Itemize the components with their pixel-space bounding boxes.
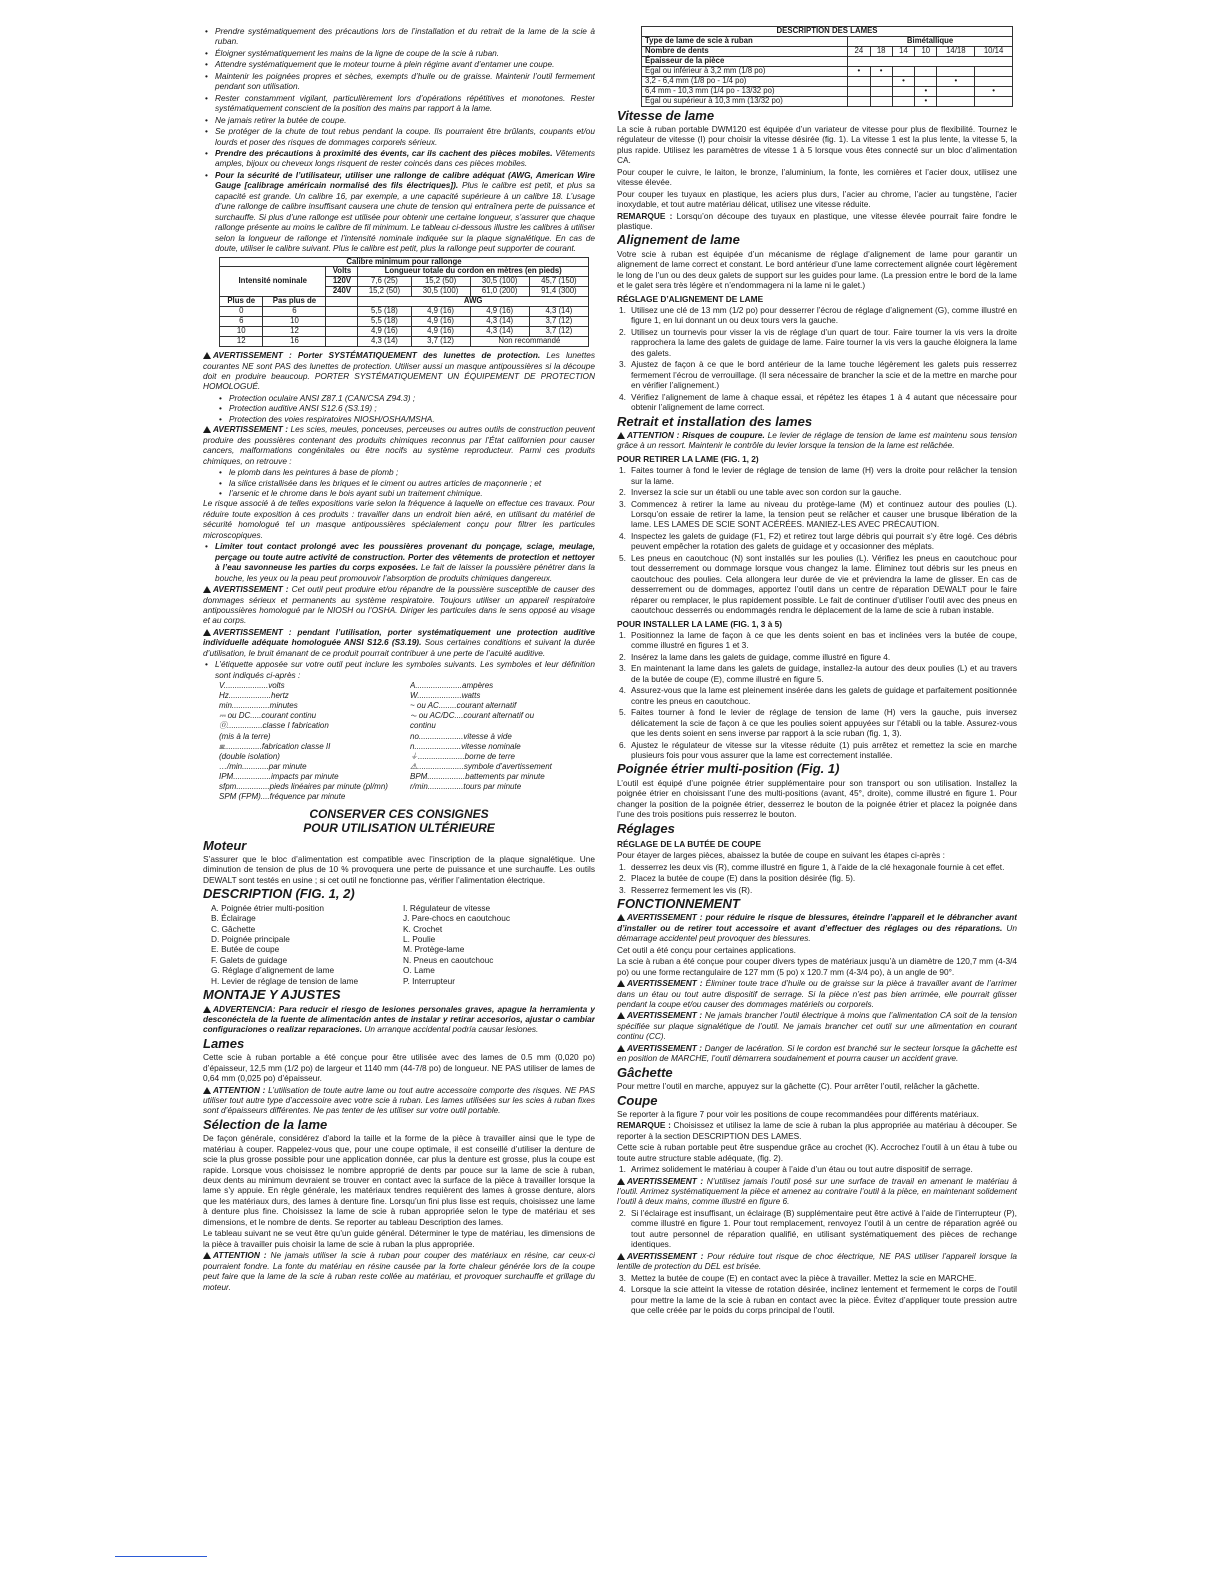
bullet-item: • Éloigner systématiquement les mains de la ligne de coupe de la scie à ruban.: [215, 48, 595, 58]
coupe-warning-1: AVERTISSEMENT : N’utilisez jamais l’outil posé sur une surface de travail en amenant le matériau à l’outil. Arrimez systématiquement la pièce et amenez au contraire l’outil à la pièce, en maintenant solidement l’outil à deux mains, comme illustré en figure 6.: [617, 1175, 1017, 1207]
list-item: 6. Ajustez le régulateur de vitesse sur la vitesse réduite (1) puis arrêtez et remettez la scie en marche plusieurs fois pour vous assurer que la lame est correctement installée.: [619, 739, 1017, 760]
blade-mark: •: [870, 66, 892, 76]
description-item: P. Interrupteur: [403, 975, 455, 986]
cord-cell: 4,9 (16): [358, 327, 411, 337]
symbol-entry: ~ ou AC........courant alternatif: [410, 701, 517, 711]
dust-bullets: [203, 541, 595, 583]
cord-cell: 16: [263, 337, 326, 347]
keep-instructions-title: CONSERVER CES CONSIGNES POUR UTILISATION ULTÉRIEURE: [303, 807, 495, 835]
cord-cell: 15,2 (50): [358, 287, 411, 297]
blade-type-value: Bimétallique: [848, 36, 1013, 46]
alignement-subheading: RÉGLAGE D’ALIGNEMENT DE LAME: [617, 293, 764, 304]
list-item: 4. Inspectez les galets de guidage (F1, F2) et retirez tout large débris qui pourrait s’y être logé. Ces débris peuvent empêcher la rotation des galets de guidage et y occasionner des méplats.: [619, 530, 1017, 552]
symbol-entry: sfpm...............pieds linéaires par minute (pl/mn): [219, 781, 388, 791]
blade-row-label: 3,2 - 6,4 mm (1/8 po - 1/4 po): [642, 76, 848, 86]
blade-mark: [937, 86, 975, 96]
lames-heading: Lames: [203, 1035, 245, 1051]
description-item: K. Crochet: [403, 923, 443, 934]
warning-icon: [617, 914, 625, 921]
warning-icon: [617, 1012, 625, 1019]
coupe-p2: Cette scie à ruban portable peut être suspendue grâce au crochet (K). Accrochez l’outil à un étau à tube ou toute autre structure stable adéquate, (fig. 2).: [617, 1142, 1017, 1163]
cord-cell: 45,7 (150): [529, 277, 588, 287]
fonctionnement-heading: FONCTIONNEMENT: [617, 896, 740, 912]
cord-cell: 4,3 (14): [470, 317, 529, 327]
blade-mark: •: [915, 96, 937, 106]
montaje-warning: ADVERTENCIA: Para reducir el riesgo de lesiones personales graves, apague la herramienta y desconéctela de la fuente de alimentación antes de instalar y retirar accesorios, ajustar o cambiar configuraciones o realizar reparaciones. Un arranque accidental podría causar lesiones.: [203, 1003, 595, 1035]
list-item: 5. Les pneus en caoutchouc (N) sont installés sur les poulies (L). Vérifiez les pneus en caoutchouc pour tout desserrement ou dommage lorsque vous changez la lame. Éliminez tout débris sur les pneus en caoutchouc des poulies. Cela allongera leur durée de vie et préviendra la lame de glisser. En cas de desserrement ou de dommages, apportez l’outil dans un centre de réparation DEWALT pour le faire réparer ou remplacer, le plus rapidement possible. Le fait de continuer d’utiliser l’outil avec des pneus en caoutchouc desserrés ou endommagés rendra le déplacement de la lame de scie à ruban instable.: [619, 552, 1017, 616]
blade-mark: [870, 86, 892, 96]
cord-cell: 6: [263, 307, 326, 317]
list-item: 1. Arrimez solidement le matériau à couper à l’aide d’un étau ou tout autre dispositif de serrage.: [619, 1164, 973, 1175]
cord-cell: 4,3 (14): [529, 307, 588, 317]
risk-paragraph: Le risque associé à de telles expositions varie selon la fréquence à laquelle on effectue ces travaux. Pour réduire toute exposition à ces produits : travailler dans un endroit bien aéré, en utilisant du matériel de sécurité homologué tel un masque antipoussières spécialement conçu pour filtrer les particules microscopiques.: [203, 498, 595, 540]
blade-mark: [937, 96, 975, 106]
coupe-steps-2: [617, 1208, 1017, 1250]
lames-paragraph: Cette scie à ruban portable a été conçue pour être utilisée avec des lames de 0.5 mm (0,020 po) d’épaisseur, 12,5 mm (1/2 po) de largeur et 1140 mm (44-7/8 po) de longueur. NE PAS utiliser de lames de 0,64 mm (0,025 po) d’épaisseur.: [203, 1052, 595, 1084]
symbol-entry: ⏦ ou AC/DC....courant alternatif ou: [410, 711, 535, 721]
description-item: D. Poignée principale: [211, 933, 290, 944]
reglages-subheading: RÉGLAGE DE LA BUTÉE DE COUPE: [617, 838, 761, 849]
warning-eyes: AVERTISSEMENT : Porter SYSTÉMATIQUEMENT des lunettes de protection. Les lunettes courantes NE sont PAS des lunettes de protection. Utiliser aussi un masque antipoussières si la découpe doit en produire beaucoup. PORTER SYSTÉMATIQUEMENT UN ÉQUIPEMENT DE PROTECTION HOMOLOGUÉ.: [203, 350, 595, 392]
cord-cell: 3,7 (12): [411, 337, 470, 347]
warning-icon: [203, 1006, 211, 1013]
list-item: • la silice cristallisée dans les briques et le ciment ou autres articles de maçonnerie ; et: [229, 478, 595, 488]
warning-icon: [203, 1252, 211, 1259]
warning-icon: [203, 1087, 211, 1094]
description-item: I. Régulateur de vitesse: [403, 902, 491, 913]
gachette-paragraph: Pour mettre l’outil en marche, appuyez sur la gâchette (C). Pour arrêter l’outil, relâcher la gâchette.: [617, 1081, 980, 1092]
vitesse-p1: La scie à ruban portable DWM120 est équipée d’un variateur de vitesse pour plus de flexibilité. Tournez le régulateur de vitesse (I) pour choisir la vitesse désirée (fig. 1). La vitesse 1 est la plus lente, la vitesse 5, la plus rapide. Utilisez les paramètres de vitesse 1 à 5 lorsque vous êtes connecté sur un bloc d’alimentation CA.: [617, 123, 1017, 166]
blade-mark: •: [915, 86, 937, 96]
selection-paragraph-1: De façon générale, considérez d’abord la taille et la forme de la pièce à travailler ainsi que le type de matériau à couper. Rappelez-vous que, pour une coupe optimale, il est conseillé d’utiliser la denture de scie la plus grosse possible pour une application donnée, car plus la denture est grosse, plus la coupe est rapide. Lorsque vous choisissez le nombre approprié de dents par pouce sur la lame de scie à ruban, deux dents au minimum devraient se trouver en contact avec la surface de la pièce à travailler lorsque la lame s’y appuie. En règle générale, les matériaux tendres requièrent des lames à grosse denture, alors que les matériaux durs, des lames à denture fine. Lorsqu’un fini plus lisse est requis, choisissez une lame à denture plus fine. Choisissez la lame de scie à ruban appropriée selon le type de matériau et ses dimensions, et le nombre de dents. Se reporter au tableau Description des lames.: [203, 1133, 595, 1227]
chemicals-list: [203, 467, 595, 498]
warning-icon: [617, 1253, 625, 1260]
bullet-item: • Ne jamais retirer la butée de coupe.: [215, 115, 595, 125]
blade-teeth-label: Nombre de dents: [642, 46, 848, 56]
bullet-item: • Se protéger de la chute de tout rebus pendant la coupe. Ils pourraient être brûlants, coupants et/ou lourds et poser des risques de dommages corporels sérieux.: [215, 126, 595, 147]
left-column: [203, 26, 595, 1556]
fonctionnement-p2: La scie à ruban a été conçue pour couper divers types de matériaux jusqu’à un diamètre de 120,7 mm (4-3/4 po) ou une forme rectangulaire de 127 mm (5 po) x 120.7 mm (4-3/4 po), à un angle de 90°.: [617, 956, 1017, 977]
description-item: C. Gâchette: [211, 923, 256, 934]
installer-subheading: POUR INSTALLER LA LAME (FIG. 1, 3 à 5): [617, 618, 783, 629]
vitesse-heading: Vitesse de lame: [617, 107, 715, 123]
symbol-entry: no....................vitesse à vide: [410, 731, 512, 741]
symbol-entry: SPM (FPM)....fréquence par minute: [219, 792, 346, 801]
list-item: 1. Positionnez la lame de façon à ce que les dents soient en bas et inclinées vers la butée de coupe, comme illustré en figures 1 et 3.: [619, 630, 1017, 651]
blade-mark: •: [848, 66, 870, 76]
cord-v120: 120V: [326, 277, 358, 287]
warning-icon: [203, 426, 211, 433]
blade-row-label: Égal ou supérieur à 10,3 mm (13/32 po): [642, 96, 848, 106]
cord-h-pas: Pas plus de: [263, 297, 326, 307]
symbol-entry: ⏚.....................borne de terre: [410, 751, 515, 761]
description-item: J. Pare-chocs en caoutchouc: [403, 913, 510, 924]
protection-list: [203, 393, 595, 424]
blade-mark: [915, 76, 937, 86]
symbol-entry: ⓪................classe I fabrication: [219, 721, 329, 731]
cord-cell: 30,5 (100): [411, 287, 470, 297]
coupe-warning-2: AVERTISSEMENT : Pour réduire tout risque de choc électrique, NE PAS utiliser l’appareil lorsque la lentille de protection du DEL est brisée.: [617, 1250, 1017, 1272]
cord-cell: 4,9 (16): [470, 307, 529, 317]
bullet-item: • Attendre systématiquement que le moteur tourne à plein régime avant d’entamer une coupe.: [215, 59, 595, 69]
blade-teeth: 10: [915, 46, 937, 56]
blade-mark: [915, 66, 937, 76]
warning-icon: [617, 1045, 625, 1052]
list-item: 4. Lorsque la scie atteint la vitesse de rotation désirée, inclinez lentement et fermement le corps de l’outil pour mettre la lame de la scie à ruban en contact avec la pièce. Évitez d’appliquer toute pression autre que celle créée par le poids du corps principal de l’outil.: [619, 1284, 1017, 1315]
fonct-warning-1: AVERTISSEMENT : Éliminer toute trace d’huile ou de graisse sur la pièce à travailler avant de l’arrimer dans un étau ou tout autre dispositif de serrage. Si la pièce n’est pas bien arrimée, elle pourrait glisser pendant la coupe et/ou causer des dommages matériels ou corporels.: [617, 978, 1017, 1010]
list-item: 2. Utilisez un tournevis pour visser la vis de réglage d’un quart de tour. Faire tourner la vis vers la droite rapprochera la lame des galets de guidage de lame. Faire tourner la vis vers la gauche éloignera la lame des galets.: [619, 326, 1017, 358]
cord-h-length: Longueur totale du cordon en mètres (en pieds): [358, 267, 589, 277]
blade-row-label: 6,4 mm - 10,3 mm (1/4 po - 13/32 po): [642, 86, 848, 96]
table-row: [642, 96, 1013, 106]
cord-cell: 12: [220, 337, 263, 347]
blade-teeth: 14/18: [937, 46, 975, 56]
cord-cell: 5,5 (18): [358, 307, 411, 317]
table-row: [220, 327, 589, 337]
bullet-item: • Rester constamment vigilant, particulièrement lors d’opérations répétitives et monotones. Rester systématiquement conscient de la position des mains par rapport à la lame.: [215, 93, 595, 114]
installer-steps: [617, 630, 1017, 760]
retirer-steps: [617, 465, 1017, 615]
blade-teeth: 18: [870, 46, 892, 56]
blade-table: [641, 26, 1013, 107]
cord-cell: 15,2 (50): [411, 277, 470, 287]
symbols-intro: • L’étiquette apposée sur votre outil peut inclure les symboles suivants. Les symboles et leur définition sont indiqués ci-après :: [215, 659, 595, 680]
list-item: 5. Faites tourner à fond le levier de réglage de tension de lame (H) vers la gauche, puis inversez délicatement la scie de façon à ce que les poulies soient appuyées sur l’établi ou la table. Assurez-vous que les dents soient en sens inverse par rapport à la scie ruban (fig. 1, 3).: [619, 707, 1017, 739]
blade-mark: [870, 96, 892, 106]
symbol-entry: min.................minutes: [219, 701, 298, 711]
description-heading: DESCRIPTION (FIG. 1, 2): [203, 886, 355, 902]
list-item: 3. Mettez la butée de coupe (E) en contact avec la pièce à travailler. Mettez la scie en MARCHE.: [619, 1272, 977, 1283]
cord-cell: 10: [220, 327, 263, 337]
blade-mark: •: [892, 76, 914, 86]
warning-icon: [617, 432, 625, 439]
reglages-paragraph: Pour étayer de larges pièces, abaissez la butée de coupe en suivant les étapes ci-après :: [617, 850, 945, 861]
moteur-heading: Moteur: [203, 837, 247, 853]
retrait-caution: ATTENTION : Risques de coupure. Le levier de réglage de tension de lame est maintenu sous tension grâce à un ressort. Maintenir le contrôle du levier lorsque la tension de la lame est relâchée.: [617, 429, 1017, 451]
blade-type-label: Type de lame de scie à ruban: [642, 36, 848, 46]
description-item: O. Lame: [403, 965, 435, 976]
blade-mark: •: [975, 86, 1013, 96]
table-row: [220, 307, 589, 317]
list-item: • Protection des voies respiratoires NIOSH/OSHA/MSHA.: [229, 414, 595, 424]
list-item: 1. Utilisez une clé de 13 mm (1/2 po) pour desserrer l’écrou de réglage d’alignement (G), comme illustré en figure 1, en lui donnant un ou deux tours vers la gauche.: [619, 305, 1017, 326]
blade-mark: [870, 76, 892, 86]
list-item: 3. Commencez à retirer la lame au niveau du protège-lame (M) et continuez autour des poulies (L). Lorsqu’on essaie de retirer la lame, la tension peut se relâcher et causer une brusque libération de la lame. LES LAMES DE SCIE SONT ACÉRÉES. MANIEZ-LES AVEC PRÉCAUTION.: [619, 498, 1017, 530]
list-item: 3. En maintenant la lame dans les galets de guidage, installez-la autour des deux poulies (L) et au travers de la butée de coupe (E), comme illustré en figure 5.: [619, 663, 1017, 684]
fonctionnement-warning: AVERTISSEMENT : pour réduire le risque de blessures, éteindre l’appareil et le débrancher avant d’installer ou de retirer tout accessoire et avant d’effectuer des réglages ou des réparations. Un démarrage accidentel peut provoquer des blessures.: [617, 912, 1017, 944]
cord-table-title: Calibre minimum pour rallonge: [220, 257, 589, 267]
symbol-entry: (double isolation): [219, 751, 280, 761]
blade-mark: [937, 66, 975, 76]
cord-h-awg: AWG: [358, 297, 589, 307]
blade-mark: [975, 66, 1013, 76]
list-item: 3. Ajustez de façon à ce que le bord antérieur de la lame touche légèrement les galets puis resserrez fermement l’écrou de verrouillage. (Il sera nécessaire de brancher la scie et de la mettre en marche pour en vérifier l’alignement.): [619, 359, 1017, 391]
list-item: 3. Resserrez fermement les vis (R).: [619, 884, 753, 895]
coupe-steps-1: [617, 1164, 1017, 1174]
cord-h-volts: Volts: [326, 267, 358, 277]
alignement-steps: [617, 305, 1017, 413]
warning-icon: [203, 629, 211, 636]
blade-mark: [892, 96, 914, 106]
list-item: 2. Si l’éclairage est insuffisant, un éclairage (B) supplémentaire peut être activé à l’aide de l’interrupteur (P), comme illustré en figure 1. Pour tout remplacement, renvoyez l’outil à un centre de réparation agréé ou tout autre personnel de réparation qualifié, en utilisant systématiquement des pièces de rechange identiques.: [619, 1207, 1017, 1250]
bullet-awg: • Pour la sécurité de l’utilisateur, utiliser une rallonge de calibre adéquat (AWG, American Wire Gauge [calibrage américain normalisé des fils électriques]). Plus le calibre est petit, et plus sa capacité est grande. Un calibre 16, par exemple, a une capacité supérieure à un calibre 18. L’usage d’une rallonge de calibre insuffisant causera une chute de tension qui entraînera perte de puissance et surchauffe. Si plus d’une rallonge est utilisée pour obtenir une certaine longueur, s’assurer que chaque rallonge présente au moins le calibre de fil minimum. Le tableau ci-dessous illustre les calibres à utiliser selon la longueur de rallonge et l’intensité nominale indiquée sur la plaque signalétique. En cas de doute, utiliser le calibre suivant. Plus le calibre est petit, plus la rallonge peut supporter de courant.: [215, 170, 595, 254]
symbol-entry: Hz...................hertz: [219, 691, 289, 701]
list-item: • le plomb dans les peintures à base de plomb ;: [229, 467, 595, 477]
blade-teeth: 24: [848, 46, 870, 56]
bullet-item: • Maintenir les poignées propres et sèches, exempts d’huile ou de graisse. Maintenir l’outil fermement pendant son utilisation.: [215, 71, 595, 92]
table-row: [220, 317, 589, 327]
warning-icon: [203, 352, 211, 359]
cord-cell: Non recommandé: [470, 337, 588, 347]
table-row: [642, 66, 1013, 76]
symbol-entry: r/min................tours par minute: [410, 781, 522, 791]
footer-link-line: [115, 1556, 207, 1557]
list-item: 4. Vérifiez l’alignement de lame à chaque essai, et répétez les étapes 1 à 4 autant que nécessaire pour obtenir l’alignement de lame correct.: [619, 391, 1017, 413]
coupe-remark: REMARQUE : Choisissez et utilisez la lame de scie à ruban la plus appropriée au matériau à découper. Se reporter à la section DESCRIPTION DES LAMES.: [617, 1120, 1017, 1141]
warning-icon: [617, 980, 625, 987]
coupe-p1: Se reporter à la figure 7 pour voir les positions de coupe recommandées pour différents matériaux.: [617, 1108, 979, 1119]
vitesse-p3: Pour couper les tuyaux en plastique, les aciers plus durs, l’acier au chrome, l’acier au tungstène, l’acier inoxydable, et tout autre matériau délicat, utilisez une vitesse réduite.: [617, 188, 1017, 210]
cord-cell: 0: [220, 307, 263, 317]
symbol-entry: ⚠.....................symbole d’avertissement: [410, 761, 552, 771]
cord-cell: 4,3 (14): [470, 327, 529, 337]
symbols-bullets: [203, 659, 595, 680]
description-item: B. Éclairage: [211, 913, 256, 924]
cord-cell: 7,6 (25): [358, 277, 411, 287]
blade-row-label: Égal ou inférieur à 3,2 mm (1/8 po): [642, 66, 848, 76]
blade-teeth: 14: [892, 46, 914, 56]
description-item: F. Galets de guidage: [211, 954, 288, 965]
description-item: H. Levier de réglage de tension de lame: [211, 975, 359, 986]
cord-cell: 91,4 (300): [529, 287, 588, 297]
list-item: • Protection auditive ANSI S12.6 (S3.19) ;: [229, 403, 595, 413]
symbol-entry: [410, 792, 595, 802]
list-item: • l’arsenic et le chrome dans le bois ayant subi un traitement chimique.: [229, 488, 595, 498]
cord-cell: 3,7 (12): [529, 327, 588, 337]
symbols-grid: [219, 681, 595, 802]
symbol-entry: …/min............par minute: [219, 761, 307, 771]
cord-cell: 4,3 (14): [358, 337, 411, 347]
warning-icon: [617, 1178, 625, 1185]
description-item: A. Poignée étrier multi-position: [211, 902, 324, 913]
symbol-entry: BPM.................battements par minute: [410, 771, 545, 781]
vitesse-p2: Pour couper le cuivre, le laiton, le bronze, l’aluminium, la fonte, les cornières et l’acier doux, utilisez une vitesse élevée.: [617, 166, 1017, 188]
symbol-entry: W....................watts: [410, 691, 481, 701]
description-item: M. Protège-lame: [403, 944, 465, 955]
blade-mark: [848, 86, 870, 96]
blade-mark: •: [937, 76, 975, 86]
table-row: [642, 76, 1013, 86]
selection-caution: ATTENTION : Ne jamais utiliser la scie à ruban pour couper des matériaux en résine, car ceux-ci pourraient fondre. La fonte du matériau en résine causée par la forte chaleur générée lors de la coupe peut faire que la lame de la scie à ruban reste collée au matériau, et provoquer surchauffe et grillage du moteur.: [203, 1250, 595, 1292]
table-row: [220, 337, 589, 347]
cord-cell: 10: [263, 317, 326, 327]
warning-dust-chemicals: AVERTISSEMENT : Les scies, meules, ponceuses, perceuses ou autres outils de construction peuvent produire des poussières contenant des produits chimiques reconnus par l’État californien pour causer cancers, malformations congénitales ou être nocifs au système reproducteur. Parmi ces produits chimiques, on retrouve :: [203, 424, 595, 466]
coupe-heading: Coupe: [617, 1092, 658, 1108]
description-item: N. Pneus en caoutchouc: [403, 954, 494, 965]
retirer-subheading: POUR RETIRER LA LAME (FIG. 1, 2): [617, 453, 759, 464]
cord-cell: 12: [263, 327, 326, 337]
blade-table-title: DESCRIPTION DES LAMES: [642, 27, 1013, 37]
blade-mark: [975, 76, 1013, 86]
blade-mark: [892, 86, 914, 96]
cord-cell: 5,5 (18): [358, 317, 411, 327]
cord-cell: 30,5 (100): [470, 277, 529, 287]
symbol-entry: ⧈.................fabrication classe II: [219, 741, 331, 751]
fonct-warning-2: AVERTISSEMENT : Ne jamais brancher l’outil électrique à moins que l’alimentation CA soit de la tension spécifiée sur plaque signalétique de l’outil. Ne jamais brancher cet outil sur une alimentation en courant continu (CC).: [617, 1010, 1017, 1042]
blade-mark: [848, 76, 870, 86]
cord-v240: 240V: [326, 287, 358, 297]
warning-hearing: AVERTISSEMENT : pendant l’utilisation, porter systématiquement une protection auditive individuelle adéquate homologuée ANSI S12.6 (S3.19). Sous certaines conditions et suivant la durée d’utilisation, le bruit émanant de ce produit pourrait contribuer à une perte de l’acuité auditive.: [203, 626, 595, 658]
alignement-heading: Alignement de lame: [617, 232, 740, 248]
symbol-entry: continu: [410, 721, 436, 731]
cord-cell: 4,9 (16): [411, 327, 470, 337]
blade-mark: [975, 96, 1013, 106]
coupe-steps-3: [617, 1273, 1017, 1316]
selection-paragraph-2: Le tableau suivant ne se veut être qu’un guide général. Déterminer le type de matériau, les dimensions de la pièce à travailler puis choisir la lame de scie à ruban la plus appropriée.: [203, 1228, 595, 1249]
vitesse-remark: REMARQUE : Lorsqu’on découpe des tuyaux en plastique, une vitesse élevée pourrait faire fondre le plastique.: [617, 210, 1017, 231]
cord-h-plus: Plus de: [220, 297, 263, 307]
list-item: 4. Assurez-vous que la lame est pleinement insérée dans les galets de guidage et parfaitement positionnée contre les pneus en caoutchouc.: [619, 685, 1017, 706]
warning-respiratory: AVERTISSEMENT : Cet outil peut produire et/ou répandre de la poussière susceptible de causer des dommages sérieux et permanents au système respiratoire. Toujours utiliser un appareil respiratoire antipoussières homologué par le NIOSH ou l’OSHA. Diriger les particules dans le sens opposé au visage et au corps.: [203, 584, 595, 626]
cord-table: [219, 257, 589, 348]
symbol-entry: IPM.................impacts par minute: [219, 771, 339, 781]
fonctionnement-p1: Cet outil a été conçu pour certaines applications.: [617, 944, 796, 955]
cord-cell: 61,0 (200): [470, 287, 529, 297]
reglages-steps: [617, 862, 1017, 895]
description-list: [203, 903, 595, 987]
cord-cell: 4,9 (16): [411, 317, 470, 327]
poignee-paragraph: L’outil est équipé d’une poignée étrier supplémentaire pour son transport ou son utilisation. Installez la poignée étrier en choisissant l’une des multi-positions (avant, 45°, droite), comme illustré en figure 1. Pour changer la position de la poignée étrier, desserrez le bouton de la poignée étrier et placez la poignée dans l’une des trois positions puis resserrez le bouton.: [617, 777, 1017, 820]
moteur-paragraph: S’assurer que le bloc d’alimentation est compatible avec l’inscription de la plaque signalétique. Une diminution de tension de plus de 10 % provoquera une perte de puissance et une surchauffe. Les outils DEWALT sont testés en usine ; si cet outil ne fonctionne pas, vérifier l’alimentation électrique.: [203, 853, 595, 885]
cord-cell: 4,9 (16): [411, 307, 470, 317]
symbol-entry: n.....................vitesse nominale: [410, 741, 521, 751]
lames-caution: ATTENTION : L’utilisation de toute autre lame ou tout autre accessoire comporte des risques. NE PAS utiliser tout autre type d’accessoire avec votre scie à ruban. Les lames utilisées sur les scies à ruban fixes sont d’épaisseurs différentes. Ne pas tenter de les utiliser sur votre outil portable.: [203, 1084, 595, 1116]
blade-teeth: 10/14: [975, 46, 1013, 56]
description-item: E. Butée de coupe: [211, 944, 280, 955]
alignement-paragraph: Votre scie à ruban est équipée d’un mécanisme de réglage d’alignement de lame pour garantir un alignement de lame correct et constant. Le bord antérieur d’une lame correctement alignée court légèrement le long de l’un ou des deux galets de support sur les guides pour lame. (La pression entre le bord de la lame et le galet sera très légère et n’endommagera ni la lame ni le galet.): [617, 248, 1017, 291]
montaje-heading: MONTAJE Y AJUSTES: [203, 987, 341, 1003]
list-item: 2. Inversez la scie sur un établi ou une table avec son cordon sur la gauche.: [619, 487, 902, 498]
bullet-vents: • Prendre des précautions à proximité des évents, car ils cachent des pièces mobiles. Vêtements amples, bijoux ou cheveux longs risquent de rester coincés dans ces pièces mobiles.: [215, 148, 595, 169]
description-item: G. Réglage d’alignement de lame: [211, 965, 335, 976]
fonct-warning-3: AVERTISSEMENT : Danger de lacération. Si le cordon est branché sur le secteur lorsque la gâchette est en position de MARCHE, l’outil démarrera soudainement et pourra causer un accident grave.: [617, 1042, 1017, 1064]
cord-cell: 3,7 (12): [529, 317, 588, 327]
symbol-entry: V....................volts: [219, 681, 285, 691]
blade-mark: [892, 66, 914, 76]
reglages-heading: Réglages: [617, 820, 675, 836]
bullet-dust: • Limiter tout contact prolongé avec les poussières provenant du ponçage, sciage, meulage, perçage ou toute autre activité de construction. Porter des vêtements de protection et nettoyer à l’eau savonneuse les parties du corps exposées. Le fait de laisser la poussière pénétrer dans la bouche, les yeux ou la peau peut promouvoir l’absorption de produits chimiques dangereux.: [215, 541, 595, 583]
symbol-entry: (mis à la terre): [219, 731, 271, 741]
list-item: 1. desserrez les deux vis (R), comme illustré en figure 1, à l’aide de la clé hexagonale fournie à cet effet.: [619, 861, 1005, 872]
symbol-entry: ⎓ ou DC.....courant continu: [219, 711, 317, 721]
gachette-heading: Gâchette: [617, 1064, 673, 1080]
blade-mark: [848, 96, 870, 106]
retrait-heading: Retrait et installation des lames: [617, 413, 813, 429]
symbol-entry: A.....................ampères: [410, 681, 494, 691]
table-row: [642, 86, 1013, 96]
selection-heading: Sélection de la lame: [203, 1116, 328, 1132]
list-item: • Protection oculaire ANSI Z87.1 (CAN/CSA Z94.3) ;: [229, 393, 595, 403]
list-item: 1. Faites tourner à fond le levier de réglage de tension de lame (H) vers la droite pour relâcher la tension sur la lame.: [619, 465, 1017, 486]
bullet-item: • Prendre systématiquement des précautions lors de l’installation et du retrait de la lame de la scie à ruban.: [215, 26, 595, 47]
right-column: [617, 26, 1017, 1556]
cord-h-intensity: Intensité nominale: [220, 267, 326, 297]
blade-thick-label: Épaisseur de la pièce: [642, 56, 848, 66]
description-item: L. Poulie: [403, 933, 436, 944]
warning-icon: [203, 586, 211, 593]
poignee-heading: Poignée étrier multi-position (Fig. 1): [617, 761, 840, 777]
cord-cell: 6: [220, 317, 263, 327]
safety-bullets: [203, 26, 595, 254]
list-item: 2. Insérez la lame dans les galets de guidage, comme illustré en figure 4.: [619, 651, 891, 662]
list-item: 2. Placez la butée de coupe (E) dans la position désirée (fig. 5).: [619, 873, 856, 884]
